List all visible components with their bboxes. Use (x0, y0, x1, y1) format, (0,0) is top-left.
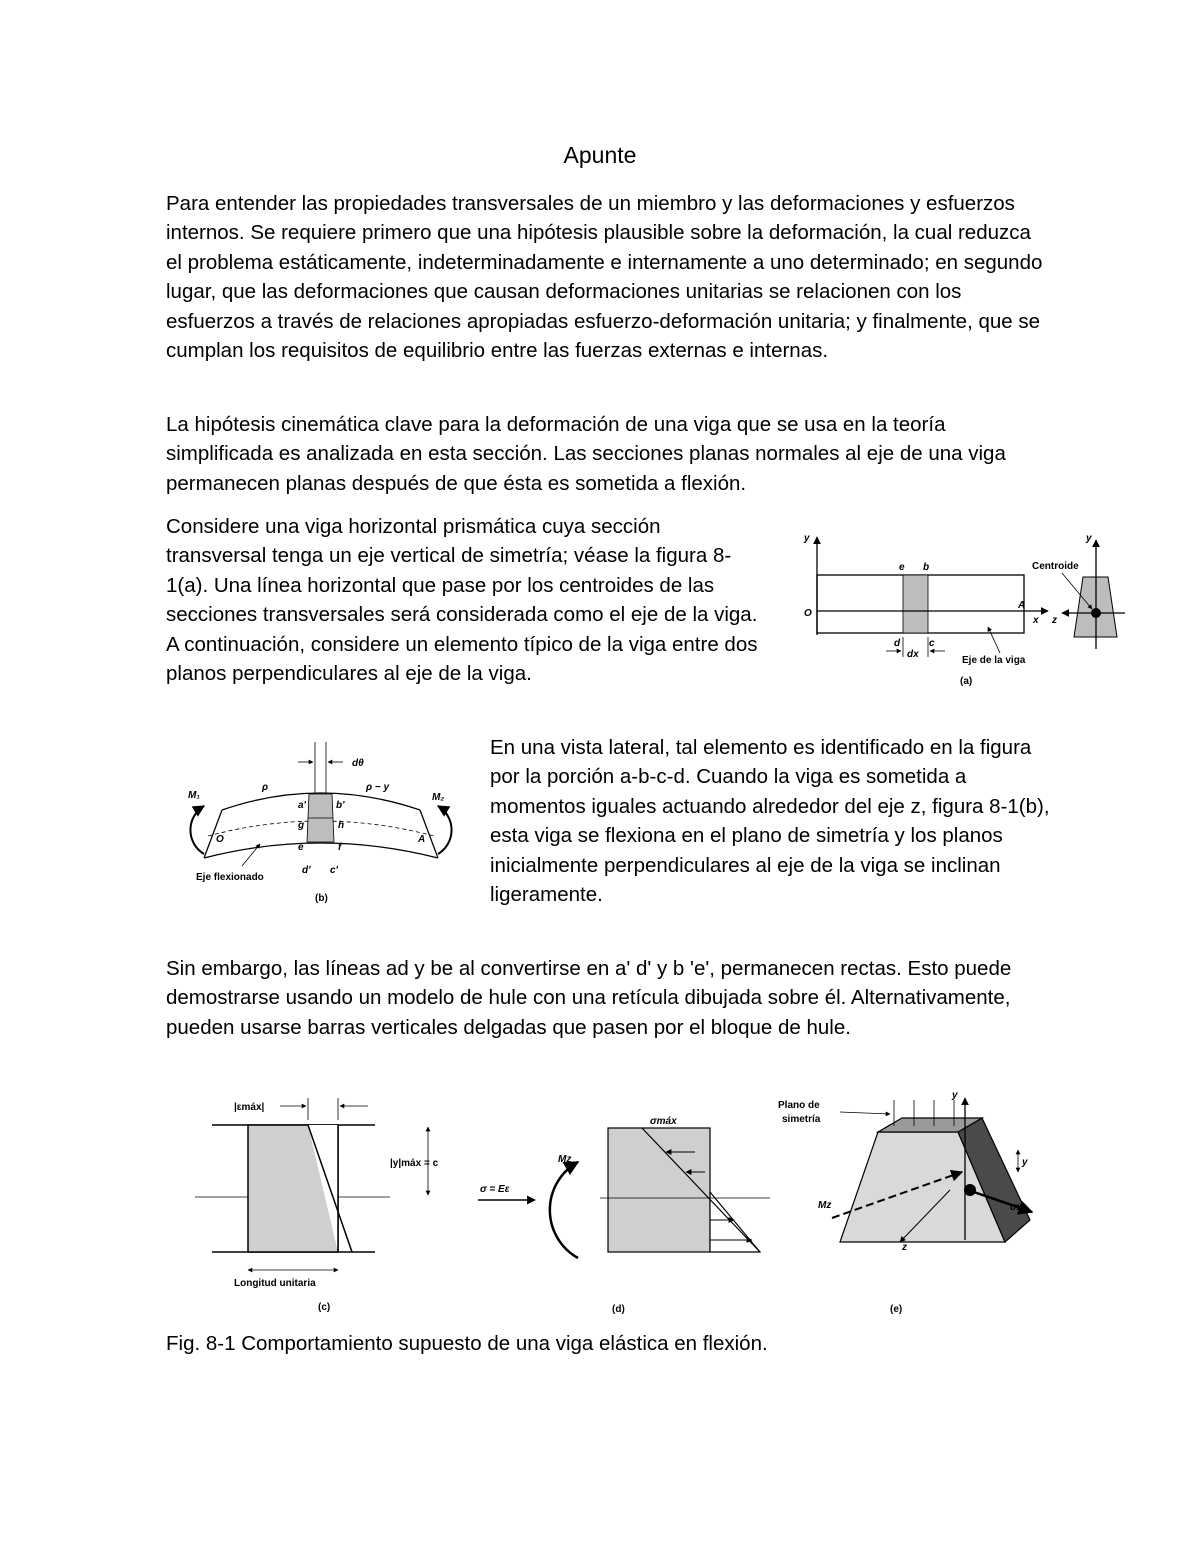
label-ymax: |y|máx = c (390, 1158, 439, 1169)
label-bent-axis: Eje flexionado (196, 872, 264, 883)
label-relation: σ = Eε (480, 1184, 510, 1195)
label-d-a: d (894, 638, 901, 649)
figure-a (790, 525, 1140, 695)
label-m1: M₁ (188, 790, 200, 801)
figure-b-label: (b) (315, 893, 328, 904)
moment-m1 (190, 806, 204, 854)
label-c-prime: c' (330, 865, 338, 876)
figure-a-label: (a) (960, 676, 973, 687)
paragraph-4: En una vista lateral, tal elemento es identificado en la figura por la porción a-b-c-d. Cuando la viga es sometida a momentos iguales actuando alrededor del eje z, figura 8-1(b), esta viga se flexiona en el plano de simetría y los planos inicialmente perpendiculares al eje de la viga se inclinan ligeramente. (490, 736, 1050, 907)
label-strain-max: |εmáx| (234, 1102, 265, 1113)
label-dtheta: dθ (352, 758, 364, 769)
label-g: g (298, 820, 305, 831)
label-h: h (338, 820, 345, 831)
label-z-section: z (1052, 615, 1057, 626)
label-rho-y: ρ − y (366, 782, 390, 793)
label-y-a: y (804, 533, 810, 544)
label-dx-a: dx (907, 649, 919, 660)
label-A-b: A (418, 834, 426, 845)
label-z-e: z (902, 1242, 907, 1253)
moment-m2 (438, 806, 452, 854)
label-plane-2: simetría (782, 1114, 821, 1125)
label-y-axis-e: y (952, 1090, 958, 1101)
label-x-a: x (1033, 615, 1039, 626)
label-mz-e: Mz (818, 1200, 832, 1211)
figure-caption: Fig. 8-1 Comportamiento supuesto de una viga elástica en flexión. (166, 1332, 768, 1355)
label-a-prime: a' (298, 800, 306, 811)
label-beam-axis: Eje de la viga (962, 655, 1026, 666)
label-A-a: A (1018, 600, 1026, 611)
label-O-a: O (804, 608, 812, 619)
label-rho: ρ (262, 782, 269, 793)
beam-element-a (903, 575, 928, 633)
paragraph-5: Sin embargo, las líneas ad y be al convertirse en a' d' y b 'e', permanecen rectas. Esto puede demostrarse usando un modelo de hule con una retícula dibujada sobre él. Alternativamente, pueden usarse barras verticales delgadas que pasen por el bloque de hule. (166, 957, 1012, 1039)
label-sigma-max: σmáx (650, 1116, 677, 1127)
paragraph-1: Para entender las propiedades transversales de un miembro y las deformaciones y esfuerzos internos. Se requiere primero que una hipótesis plausible sobre la deformación, la cual reduzca el problema estáticamente, indeterminadamente e internamente a uno determinado; en segundo lugar, que las deformaciones que causan deformaciones unitarias se relacionen con los esfuerzos a través de relaciones apropiadas esfuerzo-deformación unitaria; y finalmente, que se cumplan los requisitos de equilibrio entre las fuerzas externas e internas. (166, 192, 1043, 363)
paragraph-2: La hipótesis cinemática clave para la deformación de una viga que se usa en la teoría simplificada es analizada en esta sección. Las secciones planas normales al eje de una viga permanecen planas después de que ésta es sometida a flexión. (166, 413, 1006, 495)
label-sigma-x: σx (1010, 1202, 1023, 1213)
figure-d-label: (d) (612, 1304, 625, 1315)
stress-wedge-d (710, 1192, 760, 1252)
label-b-prime: b' (336, 800, 345, 811)
label-d-prime: d' (302, 865, 311, 876)
moment-mz-d (550, 1162, 578, 1258)
label-y-e: y (1022, 1157, 1028, 1168)
figure-c-label: (c) (318, 1302, 331, 1313)
centroid-marker (1091, 608, 1101, 618)
label-y-section: y (1086, 533, 1092, 544)
label-unit-length: Longitud unitaria (234, 1278, 316, 1289)
label-mz-d: Mz (558, 1154, 572, 1165)
figure-e-label: (e) (890, 1304, 903, 1315)
label-O-b: O (216, 834, 224, 845)
label-centroid: Centroide (1032, 561, 1079, 572)
figures-cde (190, 1090, 1050, 1320)
beam-bottom-b (204, 843, 438, 858)
label-c-a: c (929, 638, 935, 649)
label-e-b: e (298, 842, 304, 853)
label-m2: M₂ (432, 792, 445, 803)
page-title: Apunte (563, 142, 637, 168)
paragraph-3: Considere una viga horizontal prismática cuya sección transversal tenga un eje vertical de simetría; véase la figura 8-1(a). Una línea horizontal que pase por los centroides de las secciones transversales será considerada como el eje de la viga. A continuación, considere un elemento típico de la viga entre dos planos perpendiculares al eje de la viga. (166, 515, 758, 686)
label-f: f (338, 842, 342, 853)
label-plane-1: Plano de (778, 1100, 820, 1111)
figure-b (180, 738, 465, 908)
label-b-a: b (923, 562, 930, 573)
label-e-a: e (899, 562, 905, 573)
